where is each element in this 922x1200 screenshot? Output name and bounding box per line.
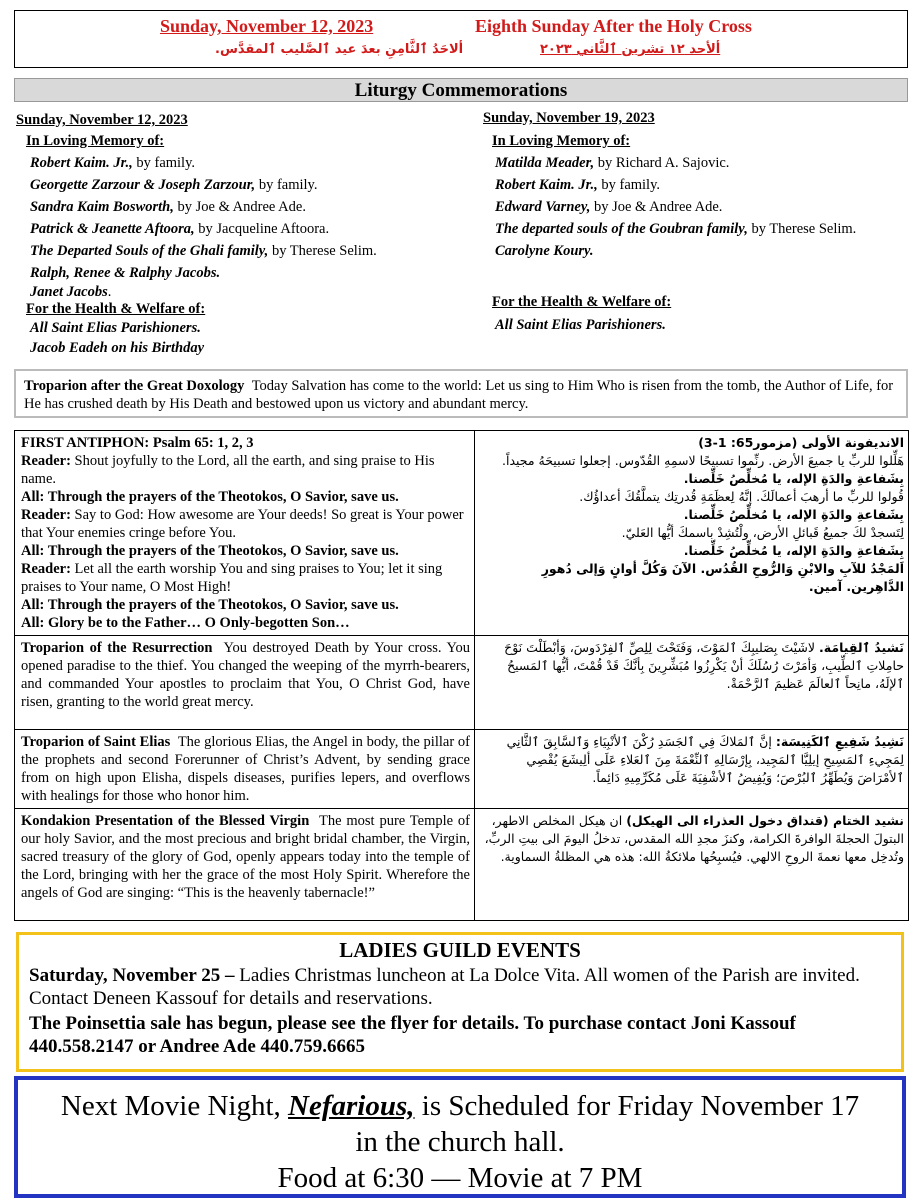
- doxology-title: Troparion after the Great Doxology: [24, 378, 245, 394]
- antiphon-arabic-title: الانديفونة الأولى (مزمور65: 1-3): [698, 435, 904, 450]
- ladies-guild-box: [16, 932, 904, 1072]
- left-memory-item: Sandra Kaim Bosworth, by Joe & Andree Ade.: [30, 199, 306, 215]
- antiphon-reader-3: Reader: Let all the earth worship You and sing praises to You; let it sing praises to Your name, O Most High!: [21, 561, 443, 595]
- right-date: Sunday, November 19, 2023: [483, 110, 655, 126]
- left-health-item: All Saint Elias Parishioners.: [30, 320, 201, 336]
- antiphon-arabic-refrain: بِشَفاعةِ والدَةِ الإله، يا مُخلِّصُ خَلِّصنا.: [683, 471, 904, 486]
- left-date: Sunday, November 12, 2023: [16, 112, 188, 128]
- guild-poinsettia: The Poinsettia sale has begun, please see the flyer for details. To purchase contact Joni Kassouf 440.558.2147 or Andree Ade 440.759.6665: [29, 1013, 796, 1057]
- antiphon-refrain: All: Through the prayers of the Theotokos, O Savior, save us.: [21, 489, 399, 505]
- kondakion-title: Kondakion Presentation of the Blessed Virgin: [21, 813, 310, 829]
- antiphon-reader-2: Reader: Say to God: How awesome are Your deeds! So great is Your power that Your enemies cringe before You.: [21, 507, 464, 541]
- resurrection-text: You destroyed Death by Your cross. You opened paradise to the thief. You changed the weeping of the myrrh-bearers, and commanded Your apostles to proclaim that You, O Christ God, have risen, granting to the world great mercy.: [21, 640, 471, 710]
- antiphon-arabic-refrain: بِشَفاعةِ والدَةِ الإله، يا مُخلِّصُ خَلِّصنا.: [683, 507, 904, 522]
- resurrection-title: Troparion of the Resurrection: [21, 640, 213, 656]
- movie-night-box: [14, 1076, 906, 1198]
- header-title: Eighth Sunday After the Holy Cross: [475, 16, 752, 36]
- antiphon-arabic: [475, 431, 909, 636]
- elias-text: The glorious Elias, the Angel in body, the pillar of the prophets and second Forerunner of Christ’s Advent, by sending grace from on high upon Elisha, dispels diseases, purifies lepers, and overflows with healings for those who honor him.: [21, 734, 470, 804]
- antiphon-arabic-glory: اَلمَجْدُ للآبِ والابْنِ وَالرُّوحِ القُدُس. الآنَ وَكُلَّ أوانٍ وَإلى دُهورِ الدَّاهِرين. آمين.: [541, 561, 904, 594]
- header-arabic-title: ألاحَدُ ٱلثَّامِنِ بعدَ عيد ٱلصَّليب ٱلمقدَّس.: [215, 42, 464, 57]
- right-memory-item: Robert Kaim. Jr., by family.: [495, 177, 661, 193]
- hymns-table: [14, 430, 909, 921]
- elias-arabic: [475, 730, 909, 809]
- antiphon-glory: All: Glory be to the Father… O Only-begotten Son…: [21, 615, 350, 631]
- left-memory-item: Janet Jacobs.: [30, 284, 112, 300]
- commemorations-title: Liturgy Commemorations: [14, 78, 908, 102]
- right-health-item: All Saint Elias Parishioners.: [495, 317, 666, 333]
- antiphon-arabic-line: قُولوا للربِّ ما أرهبَ أعمالَكَ. إنَّهُ لِعظَمَةِ قُدرتِك يتملَّقُكَ أعداؤُك.: [579, 489, 904, 504]
- guild-event: Saturday, November 25 – Ladies Christmas luncheon at La Dolce Vita. All women of the Parish are invited. Contact Deneen Kassouf for details and reservations.: [29, 965, 860, 1009]
- left-health-heading: For the Health & Welfare of:: [26, 301, 206, 317]
- kondakion-arabic: [475, 809, 909, 921]
- antiphon-arabic-line: لِتَسجدْ لكَ جميعُ قَبائلِ الأرض، ولْتُشِدْ باسمكَ أيُّها العَليّ.: [621, 525, 904, 540]
- table-row: [15, 431, 909, 636]
- elias-arabic-title: نَشِيدُ شَفِيعِ ٱلكَنِيسَة:: [775, 734, 904, 749]
- movie-line-3: Food at 6:30 — Movie at 7 PM: [277, 1162, 643, 1194]
- resurrection-arabic-text: لاشَيْتَ بِصَليبِكَ ٱلمَوْتَ، وَفَتَحْتَ لِلِصِّ ٱلفِرْدَوسَ، وَأبْطَلْتَ نَوْحَ حامِلاتِ ٱلطِّيبِ، وَأمَرْتَ رُسُلَكَ أنْ يَكْرِزُوا مُبَشِّرِينَ بِأنَّكَ قَدْ قُمْتَ، أيُّها ٱلمَسيحُ ٱلإلَهُ، مانِحاً ٱلعالَمَ عَظيمَ ٱلرَّحْمَةْ.: [504, 640, 904, 691]
- resurrection-english: [15, 636, 475, 730]
- antiphon-arabic-line: هَلِّلوا للربِّ يا جميعَ الأرض. رنِّموا تسبيحًا لاسمِهِ القُدّوس. إجعلوا تسبيحَهُ مجيداً.: [502, 453, 904, 468]
- movie-line-2: in the church hall.: [355, 1126, 565, 1158]
- elias-english: [15, 730, 475, 809]
- antiphon-arabic-refrain: بِشَفاعةِ والدَةِ الإله، يا مُخلِّصُ خَلِّصنا.: [683, 543, 904, 558]
- kondakion-arabic-text: ان هيكل المخلص الاطهر، البتولَ الحجلةَ الوافرةَ الكرامة، وكنزَ مجدِ الله المقدس، تدخلُ اليومَ الى بيتِ الربِّ، وتُدخِل معها نعمةَ الروحِ الالهي. فيُسبِحُها ملائكةُ الله: هذه هي المظلةُ السماوية.: [484, 813, 904, 864]
- left-memory-item: Georgette Zarzour & Joseph Zarzour, by family.: [30, 177, 318, 193]
- table-row: [15, 809, 909, 921]
- kondakion-english: [15, 809, 475, 921]
- antiphon-reader-1: Reader: Shout joyfully to the Lord, all the earth, and sing praise to His name.: [21, 453, 435, 487]
- left-memory-heading: In Loving Memory of:: [26, 133, 165, 149]
- left-memory-item: Ralph, Renee & Ralphy Jacobs.: [30, 265, 221, 281]
- movie-line-1: Next Movie Night, Nefarious, is Scheduled for Friday November 17: [60, 1090, 860, 1122]
- right-memory-item: Matilda Meader, by Richard A. Sajovic.: [495, 155, 730, 171]
- antiphon-refrain: All: Through the prayers of the Theotokos, O Savior, save us.: [21, 597, 399, 613]
- table-row: [15, 636, 909, 730]
- resurrection-arabic-title: نَشيدُ ٱلقِيامَة.: [819, 640, 904, 655]
- left-memory-item: Robert Kaim. Jr., by family.: [30, 155, 196, 171]
- left-memory-item: Patrick & Jeanette Aftoora, by Jacqueline Aftoora.: [30, 221, 330, 237]
- elias-arabic-text: إنَّ ٱلمَلاكَ فِي ٱلجَسَدِ رُكْنَ ٱلأنْبِيَاءِ وَٱلسَّابِقَ ٱلثَّانِي لِمَجِيءِ ٱلمَسِيحِ إيلِيَّا ٱلمَجِيد، بِإرْسَالِهِ ٱلنِّعْمَةَ مِنَ ٱلعَلاءِ عَلَى ألِيشَعَ يُقْصِي ٱلأمْرَاضَ وَيُطَهِّرُ ٱلبُرْصَ؛ وَيُفِيضُ ٱلأشْفِيَةَ عَلَى مُكَرِّمِيهِ دَائِماً.: [506, 734, 904, 785]
- elias-title: Troparion of Saint Elias: [21, 734, 171, 750]
- guild-title: LADIES GUILD EVENTS: [339, 938, 581, 962]
- bulletin-header: [14, 10, 908, 68]
- kondakion-text: The most pure Temple of our holy Savior, and the most precious and bright bridal chamber, the Virgin, sacred treasury of the glory of God, openly appears today into the temple of the Lord, bringing with her the grace of the most Holy Spirit. Wherefore the angels of God are singing: “This is the heavenly tabernacle!”: [21, 813, 471, 901]
- doxology-troparion: [14, 369, 908, 418]
- antiphon-english: [15, 431, 475, 636]
- left-memory-item: The Departed Souls of the Ghali family, by Therese Selim.: [30, 243, 377, 259]
- right-memory-heading: In Loving Memory of:: [492, 133, 631, 149]
- movie-title: Nefarious,: [288, 1090, 415, 1122]
- antiphon-refrain: All: Through the prayers of the Theotokos, O Savior, save us.: [21, 543, 399, 559]
- resurrection-arabic: [475, 636, 909, 730]
- right-memory-item: Edward Varney, by Joe & Andree Ade.: [495, 199, 723, 215]
- table-row: [15, 730, 909, 809]
- right-memory-item: The departed souls of the Goubran family, by Therese Selim.: [495, 221, 857, 237]
- right-memory-item: Carolyne Koury.: [495, 243, 594, 259]
- doxology-text: Today Salvation has come to the world: Let us sing to Him Who is risen from the tomb, the Author of Life, for He has crushed death by His Death and bestowed upon us victory and abundant mercy.: [24, 378, 894, 412]
- header-arabic-date: ألأحد ١٢ تشرين ٱلثَّاني ٢٠٢٣: [540, 42, 721, 57]
- header-date: Sunday, November 12, 2023: [160, 16, 374, 36]
- right-health-heading: For the Health & Welfare of:: [492, 294, 672, 310]
- kondakion-arabic-title: نشيد الختام (قنداق دخول العذراء الى الهيكل): [626, 813, 904, 828]
- left-health-item: Jacob Eadeh on his Birthday: [30, 340, 205, 356]
- antiphon-title: FIRST ANTIPHON: Psalm 65: 1, 2, 3: [21, 435, 254, 451]
